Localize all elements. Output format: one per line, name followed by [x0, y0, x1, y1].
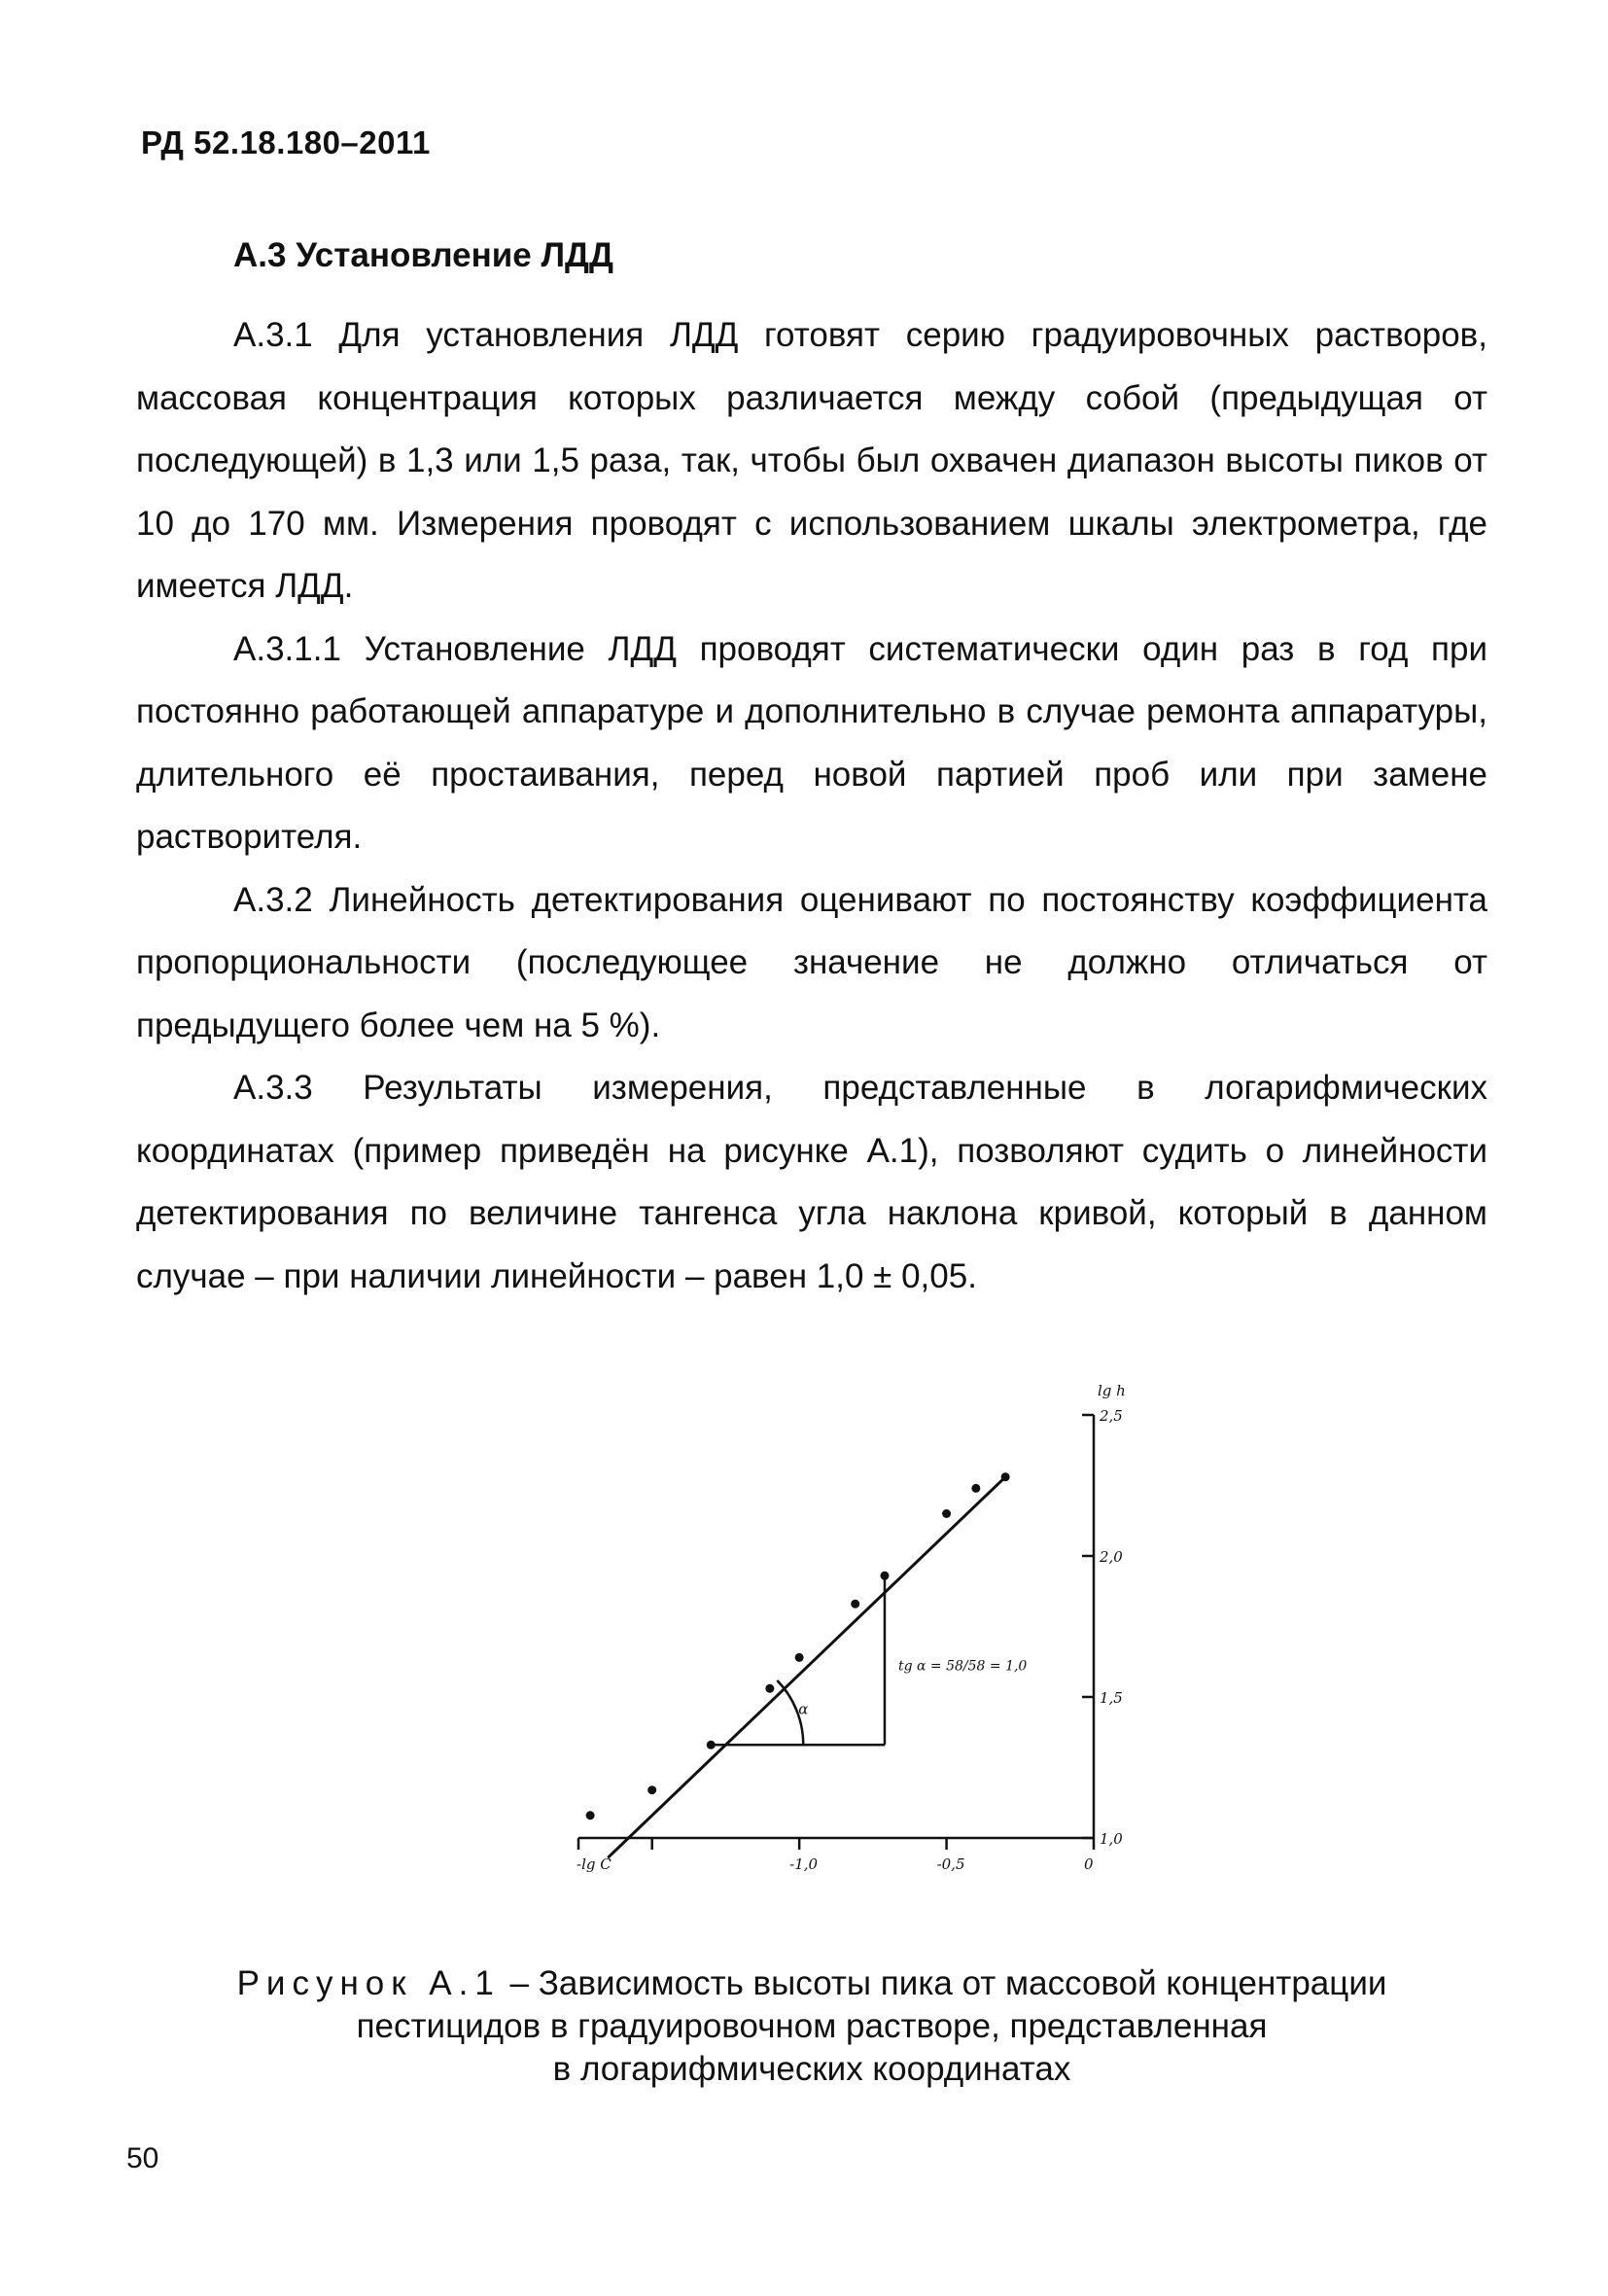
data-point: [851, 1600, 859, 1608]
document-code: РД 52.18.180–2011: [141, 124, 431, 160]
chart-axes: [578, 1415, 1094, 1850]
data-point: [971, 1484, 980, 1493]
caption-text-1: – Зависимость высоты пика от массовой концентрации: [500, 1964, 1387, 2002]
data-point: [880, 1572, 889, 1580]
data-point: [942, 1509, 951, 1518]
caption-text-3: в логарифмических координатах: [552, 2050, 1071, 2088]
angle-label: α: [798, 1700, 809, 1718]
paragraph-a31: А.3.1 Для установления ЛДД готовят серию градуировочных растворов, массовая концентрация которых различается между собой (предыдущая от последующей) в 1,3 или 1,5 раза, так, чтобы был охвачен диапазон высоты пиков от 10 до 170 мм. Измерения проводят с использованием шкалы электрометра, где имеется ЛДД.: [136, 316, 1487, 605]
page-number: 50: [126, 2142, 159, 2174]
x-tick-label: -1,0: [789, 1855, 819, 1873]
chart-labels: [577, 1382, 1126, 1873]
paragraph-a311: А.3.1.1 Установление ЛДД проводят систематически один раз в год при постоянно работающей аппаратуре и дополнительно в случае ремонта аппаратуры, длительного её простаивания, перед новой партией проб или при замене растворителя.: [136, 629, 1487, 856]
figure-caption: [136, 1962, 1487, 2091]
data-point: [1001, 1472, 1010, 1481]
figure-a1: [544, 1381, 1147, 1930]
tangent-label: tg α = 58/58 = 1,0: [897, 1658, 1028, 1675]
section-title: А.3 Установление ЛДД: [233, 236, 613, 274]
data-point: [647, 1785, 656, 1794]
y-tick-label: 1,5: [1100, 1689, 1123, 1707]
x-tick-label: 0: [1084, 1855, 1094, 1873]
caption-label: Рисунок А.1: [236, 1964, 501, 2002]
caption-text-2: пестицидов в градуировочном растворе, представленная: [356, 2007, 1268, 2045]
y-tick-label: 1,0: [1100, 1830, 1123, 1848]
data-point: [586, 1811, 595, 1819]
y-axis-title: lg h: [1098, 1382, 1126, 1399]
paragraph-a32: А.3.2 Линейность детектирования оценивают по постоянству коэффициента пропорциональности (последующее значение не должно отличаться от предыдущего более чем на 5 %).: [136, 880, 1487, 1044]
data-point: [795, 1653, 804, 1662]
data-point: [707, 1741, 716, 1749]
body-text: [136, 304, 1487, 1308]
y-tick-label: 2,5: [1100, 1407, 1123, 1425]
paragraph-a33: А.3.3 Результаты измерения, представленные в логарифмических координатах (пример приведён на рисунке А.1), позволяют судить о линейности детектирования по величине тангенса угла наклона кривой, который в данном случае – при наличии линейности – равен 1,0 ± 0,05.: [136, 1069, 1487, 1295]
data-point: [765, 1684, 774, 1693]
x-axis-title: -lg C: [577, 1855, 612, 1873]
y-tick-label: 2,0: [1100, 1548, 1123, 1566]
chart-svg: [544, 1381, 1147, 1925]
x-tick-label: -0,5: [936, 1855, 965, 1873]
